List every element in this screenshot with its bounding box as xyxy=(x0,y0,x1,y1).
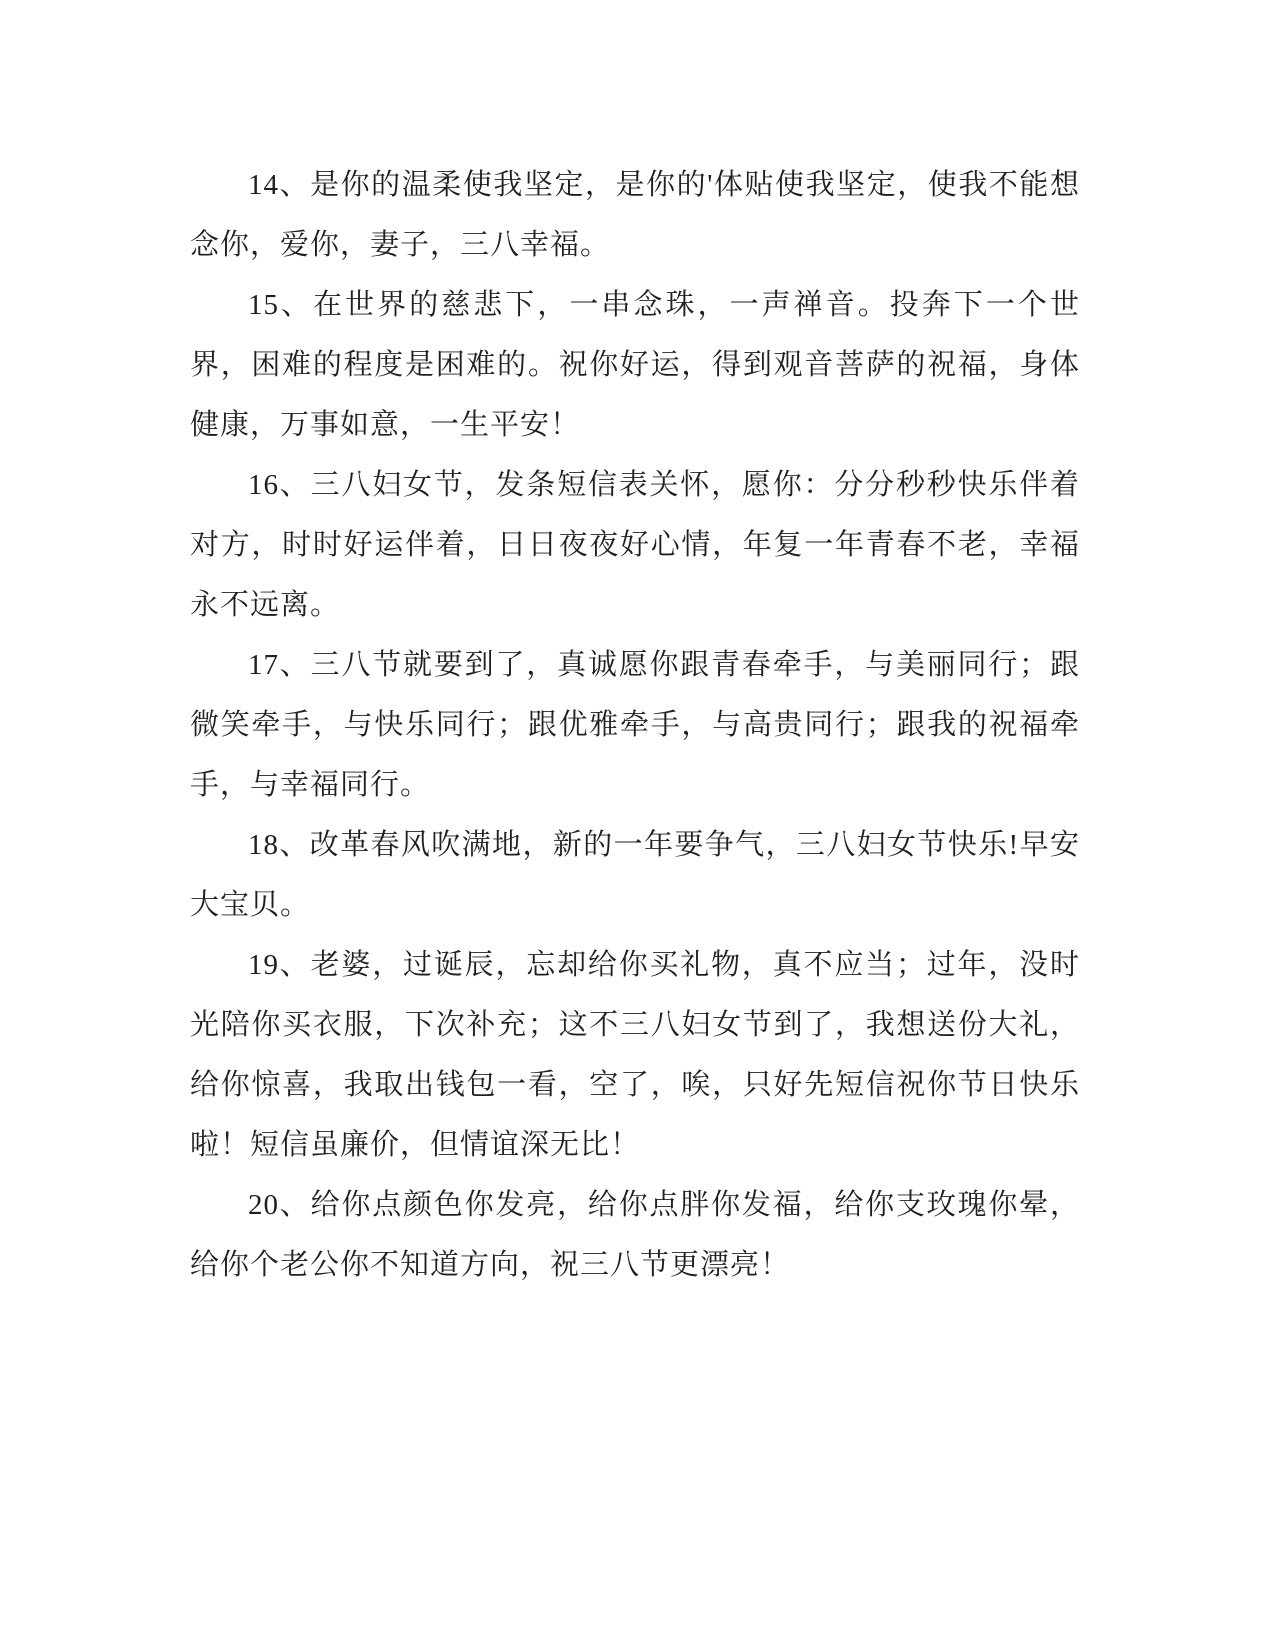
greeting-item-15 xyxy=(190,275,1080,455)
item-text: 三八妇女节，发条短信表关怀，愿你：分分秒秒快乐伴着对方，时时好运伴着，日日夜夜好心情，年复一年青春不老，幸福永不远离。 xyxy=(190,469,1080,621)
item-text: 改革春风吹满地，新的一年要争气，三八妇女节快乐!早安大宝贝。 xyxy=(190,829,1080,921)
item-text: 老婆，过诞辰，忘却给你买礼物，真不应当；过年，没时光陪你买衣服，下次补充；这不三八妇女节到了，我想送份大礼，给你惊喜，我取出钱包一看，空了，唉，只好先短信祝你节日快乐啦！短信虽廉价，但情谊深无比！ xyxy=(190,949,1080,1161)
greeting-item-18 xyxy=(190,815,1080,935)
item-number: 20、 xyxy=(248,1189,311,1221)
greeting-item-20 xyxy=(190,1175,1080,1295)
item-text: 在世界的慈悲下，一串念珠，一声禅音。投奔下一个世界，困难的程度是困难的。祝你好运，得到观音菩萨的祝福，身体健康，万事如意，一生平安！ xyxy=(190,289,1080,441)
greeting-item-19 xyxy=(190,935,1080,1175)
item-number: 17、 xyxy=(248,649,311,681)
item-number: 19、 xyxy=(248,949,311,981)
greeting-item-16 xyxy=(190,455,1080,635)
item-text: 给你点颜色你发亮，给你点胖你发福，给你支玫瑰你晕，给你个老公你不知道方向，祝三八节更漂亮！ xyxy=(190,1189,1080,1281)
item-text: 三八节就要到了，真诚愿你跟青春牵手，与美丽同行；跟微笑牵手，与快乐同行；跟优雅牵手，与高贵同行；跟我的祝福牵手，与幸福同行。 xyxy=(190,649,1080,801)
greeting-item-14 xyxy=(190,155,1080,275)
item-number: 18、 xyxy=(248,829,310,861)
item-number: 16、 xyxy=(248,469,311,501)
document-text-block xyxy=(190,155,1080,1295)
greeting-item-17 xyxy=(190,635,1080,815)
item-text: 是你的温柔使我坚定，是你的'体贴使我坚定，使我不能想念你，爱你，妻子，三八幸福。 xyxy=(190,169,1080,261)
item-number: 15、 xyxy=(248,289,314,321)
item-number: 14、 xyxy=(248,169,311,201)
